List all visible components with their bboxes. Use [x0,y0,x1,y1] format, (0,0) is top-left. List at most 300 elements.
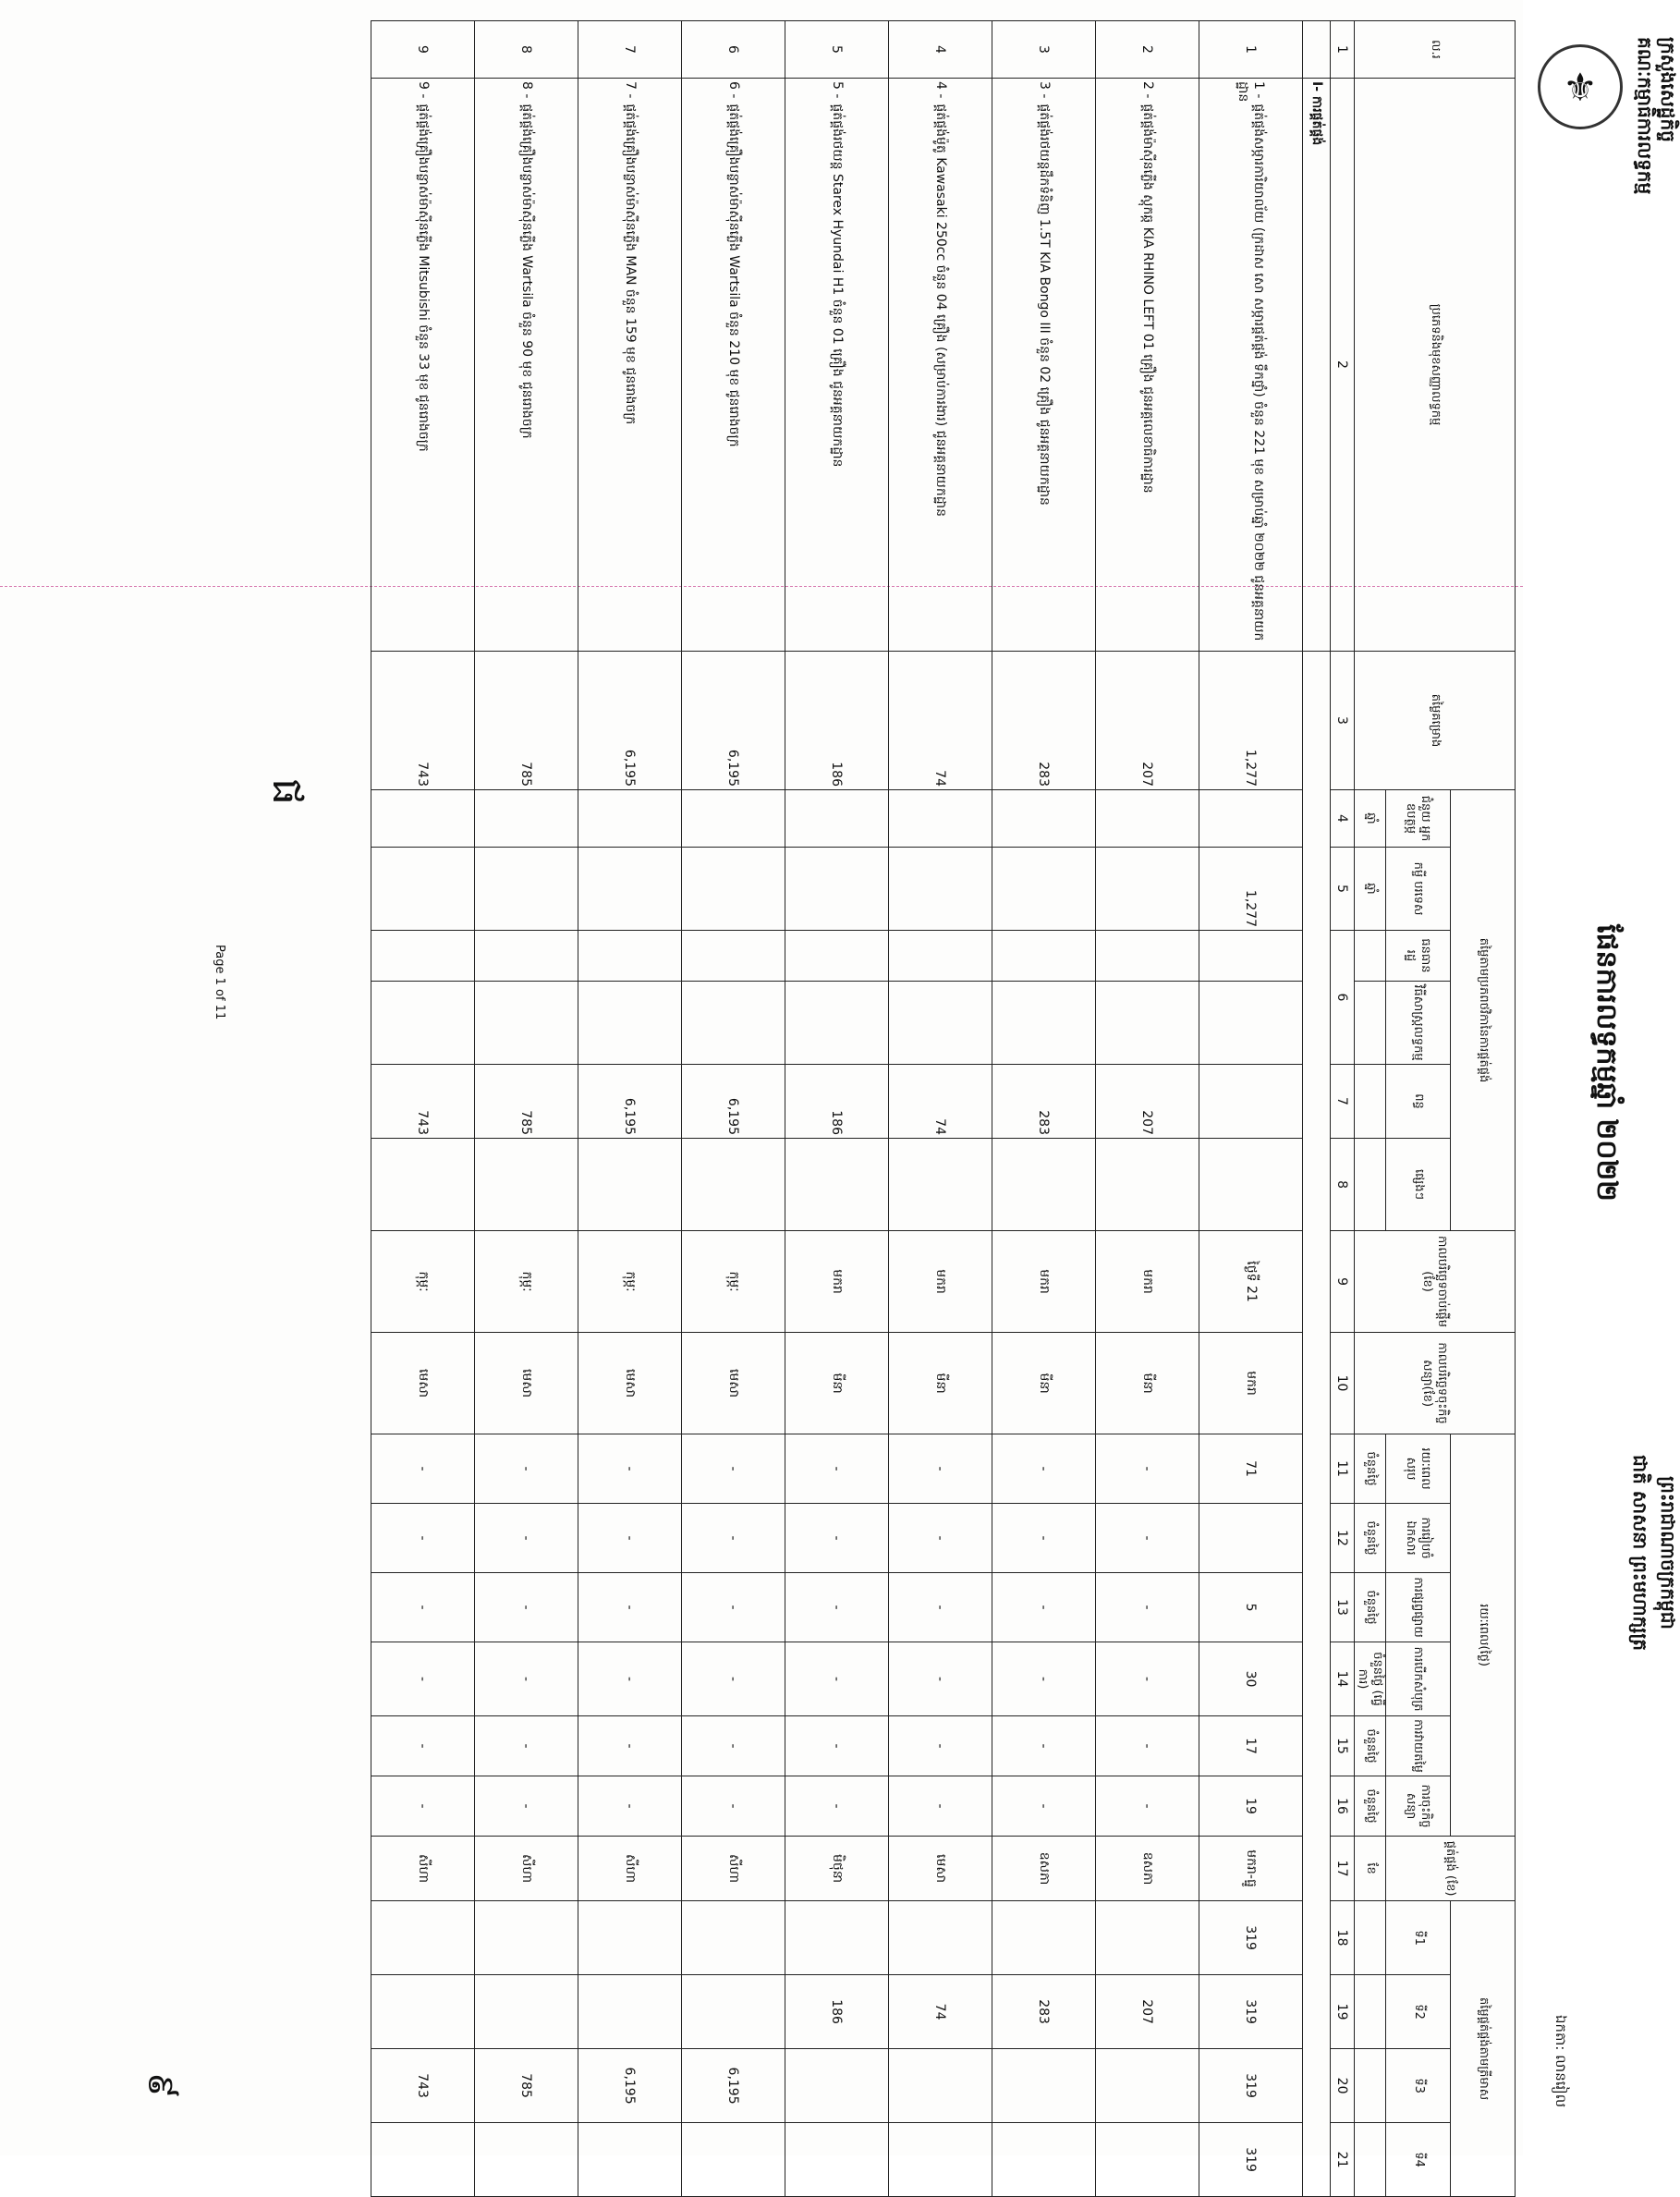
cell-desc [1199,79,1302,652]
cell-q3 [888,2049,992,2123]
cell-empty [681,790,785,848]
agency-line-2: គណៈកម្មាធិការលទ្ធកម្ម [1634,37,1656,195]
cell-d_prep: - [578,1504,681,1573]
cell-d_bid: - [1095,1573,1199,1642]
unit-q3 [1354,2049,1385,2123]
cell-q2: 186 [785,1975,888,2049]
cell-d_bid: - [992,1573,1095,1642]
column-number: 8 [1330,1139,1354,1231]
cell-own [578,848,681,931]
cell-q1 [888,1901,992,1975]
cell-est: 6,195 [578,652,681,790]
col-contract: កាលបរិច្ឆេទចុះកិច្ចសន្យា(ខែ) [1354,1333,1515,1434]
column-number: 14 [1330,1642,1354,1716]
cell-est: 283 [992,652,1095,790]
cell-empty [474,931,578,982]
col-method: វិធីសាស្ត្រលទ្ធកម្ម [1386,982,1451,1065]
row-description: ផ្គត់ផ្គង់គ្រឿងបន្លាស់ម៉ាស៊ីនភ្លើង Mitsubishi ចំនួន 33 មុខ ជូនរោងចក្រ [415,104,431,452]
row-index: 2 - [1139,81,1155,99]
cell-d_prep: - [371,1504,474,1573]
cell-empty [681,982,785,1065]
cell-est: 1,277 [1199,652,1302,790]
cell-d_total: - [474,1434,578,1504]
cell-q4 [474,2123,578,2197]
cell-start: មករា [785,1231,888,1333]
cell-d_sign: - [888,1776,992,1837]
unit-days-4: ចំនួនថ្ងៃ (ធ្វើការ) [1354,1642,1385,1716]
row-description: ផ្គត់ផ្គង់គ្រឿងបន្លាស់ម៉ាស៊ីនភ្លើង Wartsila ចំនួន 90 មុខ ជូនរោងចក្រ [518,104,534,439]
unit-days-5: ចំនួនថ្ងៃ [1354,1716,1385,1776]
cell-empty [888,790,992,848]
cell-contract: មីនា [1095,1333,1199,1434]
cell-empty [785,1139,888,1231]
cell-d_bid: - [371,1573,474,1642]
cell-d_open: - [474,1642,578,1716]
cell-empty [1199,1139,1302,1231]
cell-start: មករា [888,1231,992,1333]
col-other: ផ្សេងៗ [1386,1139,1451,1231]
cell-d_open: - [578,1642,681,1716]
row-index: 7 - [622,81,638,99]
table-row [992,21,1095,2197]
cell-q1 [681,1901,785,1975]
cell-d_prep: - [1095,1504,1199,1573]
cell-own [371,848,474,931]
cell-d_total: - [1095,1434,1199,1504]
cell-empty [1095,1139,1199,1231]
column-number: 4 [1330,790,1354,848]
cell-start: កុម្ភៈ [681,1231,785,1333]
cell-own [785,848,888,931]
row-description: ផ្គត់ផ្គង់រថយន្តដឹកទំនិញ 1.5T KIA Bongo III ចំនួន 02 គ្រឿង ជូនអគ្គនាយកដ្ឋាន [1036,104,1052,506]
column-number: 11 [1330,1434,1354,1504]
cell-empty [371,1139,474,1231]
cell-desc [681,79,785,652]
row-index: 1 - [1251,81,1267,99]
col-d-bid: ការផ្សព្វផ្សាយ [1386,1573,1451,1642]
cell-d_prep: - [992,1504,1095,1573]
cell-est: 6,195 [681,652,785,790]
cell-q1 [785,1901,888,1975]
unit-blank-4 [1354,1139,1385,1231]
row-description: ផ្គត់ផ្គង់ម៉ូតូ Kawasaki 250cc ចំនួន 04 គ្រឿង (សម្រាប់ការងារ) ជូនអគ្គនាយកដ្ឋាន [932,104,948,517]
cell-empty [992,1139,1095,1231]
row-index: 6 - [725,81,741,99]
cell-own [888,848,992,931]
cell-empty [992,790,1095,848]
cell-no: 8 [474,21,578,79]
cell-desc [371,79,474,652]
column-number: 18 [1330,1901,1354,1975]
cell-q4 [785,2123,888,2197]
row-description: ផ្គត់ផ្គង់សម្ភារការិយាល័យ (ក្រដាស សោ សម្ភារផ្គត់ផ្គង់ ទឹកថ្នាំ) ចំនួន 221 មុខ សម្រាប់ឆ្នាំ ២០២២ ជូនអគ្គនាយកដ្ឋាន [1236,81,1267,641]
cell-d_eval: - [888,1716,992,1776]
cell-est: 186 [785,652,888,790]
kingdom-line-2: ជាតិ សាសនា ព្រះមហាក្សត្រ [1629,1455,1651,1651]
cell-q4 [1095,2123,1199,2197]
cell-q2: 74 [888,1975,992,2049]
col-d-open: ការបើកសំបុត្រ [1386,1642,1451,1716]
cell-empty [1095,790,1199,848]
col-funding-group: តម្លៃតាមប្រភពថវិកានៃការផ្គត់ផ្គង់ [1451,790,1516,1231]
table-frame [140,20,1516,2172]
cell-empty [785,790,888,848]
cell-d_total: - [992,1434,1095,1504]
cell-contract: មីនា [992,1333,1095,1434]
cell-d_total: - [578,1434,681,1504]
cell-empty [888,1139,992,1231]
cell-d_eval: - [371,1716,474,1776]
unit-days-3: ចំនួនថ្ងៃ [1354,1573,1385,1642]
cell-q4: 319 [1199,2123,1302,2197]
cell-d_total: - [888,1434,992,1504]
table-row [785,21,888,2197]
cell-mb: 74 [888,1065,992,1139]
cell-q1 [1095,1901,1199,1975]
cell-d_prep: - [785,1504,888,1573]
cell-empty [578,790,681,848]
cell-contract: មីនា [888,1333,992,1434]
cell-q3 [992,2049,1095,2123]
cell-empty [1095,931,1199,982]
col-type: ប្រភេទនិងមុខសញ្ញាលទ្ធកម្ម [1354,79,1515,652]
cell-d_prep: - [681,1504,785,1573]
cell-desc [474,79,578,652]
cell-no: 3 [992,21,1095,79]
col-quarter-group: តម្លៃផ្គត់ផ្គង់តាមត្រីមាស [1451,1901,1516,2197]
unit-label: ឯកតា: លានរៀល [1552,2015,1569,2107]
col-fund-grant: ជំនួយ អ្នកឧបត្ថម្ភ [1386,790,1451,848]
cell-start: មករា [992,1231,1095,1333]
cell-mb: 186 [785,1065,888,1139]
col-d-total: រយៈពេលសរុប [1386,1434,1451,1504]
cell-deliv: ឧសភា [1095,1837,1199,1901]
cell-empty [681,1139,785,1231]
document-title: ផែនការលទ្ធកម្មឆ្នាំ ២០២២ [1590,924,1623,1202]
column-number: 6 [1330,931,1354,1065]
cell-d_bid: - [474,1573,578,1642]
column-number: 20 [1330,2049,1354,2123]
column-number: 21 [1330,2123,1354,2197]
row-index: 8 - [518,81,534,99]
col-q3: ទី3 [1386,2049,1451,2123]
unit-year: ឆ្នាំ [1354,790,1385,848]
cell-no: 4 [888,21,992,79]
cell-d_sign: - [371,1776,474,1837]
col-d-sign: ការចុះកិច្ចសន្យា [1386,1776,1451,1837]
row-index: 3 - [1036,81,1052,99]
table-row [578,21,681,2197]
cell-contract: មេសា [371,1333,474,1434]
unit-year-2: ឆ្នាំ [1354,848,1385,931]
cell-empty [785,982,888,1065]
cell-empty [474,790,578,848]
cell-own [474,848,578,931]
cell-contract: មករា [1199,1333,1302,1434]
section-filler [1302,652,1330,2197]
cell-d_sign: - [1095,1776,1199,1837]
cell-deliv: សីហា [474,1837,578,1901]
cell-empty [371,982,474,1065]
col-delivery: ផ្គត់ផ្គង់ (ខែ) [1386,1837,1516,1901]
unit-blank-3 [1354,1065,1385,1139]
kingdom-header [1625,1405,1680,1701]
col-estimated: តម្លៃគម្រោង [1354,652,1515,790]
cell-empty [578,1139,681,1231]
cell-desc [578,79,681,652]
col-start: កាលបរិច្ឆេទចាប់ផ្តើម (ខែ) [1354,1231,1515,1333]
cell-d_open: - [888,1642,992,1716]
unit-days-6: ចំនួនថ្ងៃ [1354,1776,1385,1837]
cell-est: 74 [888,652,992,790]
table-row [474,21,578,2197]
col-fund-own: ធនធានរដ្ឋ [1386,931,1451,982]
unit-q2 [1354,1975,1385,2049]
cell-contract: មេសា [681,1333,785,1434]
cell-est: 207 [1095,652,1199,790]
cell-contract: មីនា [785,1333,888,1434]
cell-d_sign: - [681,1776,785,1837]
cell-mb: 283 [992,1065,1095,1139]
column-number: 2 [1330,79,1354,652]
handwritten-corner-note: ៩ [140,2072,182,2099]
table-row [888,21,992,2197]
cell-d_total: - [681,1434,785,1504]
cell-d_bid: 5 [1199,1573,1302,1642]
cell-deliv: ឧសភា [992,1837,1095,1901]
column-number: 10 [1330,1333,1354,1434]
procurement-table [371,20,1516,2197]
cell-q3: 6,195 [681,2049,785,2123]
cell-mb: 6,195 [681,1065,785,1139]
column-number: 1 [1330,21,1354,79]
column-number: 16 [1330,1776,1354,1837]
cell-q3 [1095,2049,1199,2123]
cell-mb [1199,1065,1302,1139]
cell-est: 743 [371,652,474,790]
cell-empty [578,931,681,982]
cell-q4 [578,2123,681,2197]
cell-deliv: សីហា [681,1837,785,1901]
column-number: 3 [1330,652,1354,790]
cell-mb: 785 [474,1065,578,1139]
cell-d_sign: - [785,1776,888,1837]
cell-desc [1095,79,1199,652]
cell-q3: 6,195 [578,2049,681,2123]
cell-q1 [371,1901,474,1975]
table-body [371,21,1302,2197]
cell-empty [681,931,785,982]
cell-deliv: សីហា [371,1837,474,1901]
cell-q3: 743 [371,2049,474,2123]
cell-empty [888,931,992,982]
col-q1: ទី1 [1386,1901,1451,1975]
cell-no: 7 [578,21,681,79]
section-label: I- ការផ្គត់ផ្គង់ [1302,79,1330,652]
cell-d_eval: - [578,1716,681,1776]
table-row [681,21,785,2197]
column-number-row [1330,21,1354,2197]
section-no [1302,21,1330,79]
col-d-eval: ការវាយតម្លៃ [1386,1716,1451,1776]
cell-q4 [888,2123,992,2197]
cell-empty [578,982,681,1065]
cell-empty [992,931,1095,982]
table-row [1199,21,1302,2197]
cell-d_eval: - [474,1716,578,1776]
cell-start: ថ្ងៃទី 21 [1199,1231,1302,1333]
cell-desc [785,79,888,652]
cell-no: 6 [681,21,785,79]
column-number: 12 [1330,1504,1354,1573]
cell-d_open: - [681,1642,785,1716]
cell-empty [474,982,578,1065]
cell-d_eval: - [1095,1716,1199,1776]
cell-d_total: - [785,1434,888,1504]
cell-start: កុម្ភៈ [474,1231,578,1333]
cell-no: 5 [785,21,888,79]
column-number: 13 [1330,1573,1354,1642]
cell-q3 [785,2049,888,2123]
cell-empty [474,1139,578,1231]
cell-d_open: - [1095,1642,1199,1716]
kingdom-line-1: ព្រះរាជាណាចក្រកម្ពុជា [1657,1476,1679,1629]
cell-d_prep [1199,1504,1302,1573]
cell-contract: មេសា [474,1333,578,1434]
col-no: ល.រ [1354,21,1515,79]
cell-deliv: សីហា [578,1837,681,1901]
cell-d_sign: - [992,1776,1095,1837]
cell-mb: 743 [371,1065,474,1139]
cell-empty [785,931,888,982]
table-row [1095,21,1199,2197]
cell-est: 785 [474,652,578,790]
cell-empty [371,790,474,848]
cell-d_eval: - [992,1716,1095,1776]
cell-d_total: - [371,1434,474,1504]
cell-deliv: មិថុនា [785,1837,888,1901]
cell-start: កុម្ភៈ [371,1231,474,1333]
cell-d_open: - [992,1642,1095,1716]
cell-desc [992,79,1095,652]
cell-q4 [992,2123,1095,2197]
cell-d_prep: - [474,1504,578,1573]
cell-d_open: 30 [1199,1642,1302,1716]
unit-days-1: ចំនួនថ្ងៃ [1354,1434,1385,1504]
cell-q2 [474,1975,578,2049]
cell-q2 [371,1975,474,2049]
cell-empty [1199,982,1302,1065]
cell-empty [888,982,992,1065]
row-description: ផ្គត់ផ្គង់ម៉ាស៊ីនភ្លើង ស្តុកឆ្ក KIA RHINO LEFT 01 គ្រឿង ជូនអគ្គលេខាធិការដ្ឋាន [1139,104,1155,494]
cell-start: កុម្ភៈ [578,1231,681,1333]
column-number: 17 [1330,1837,1354,1901]
cell-d_total: 71 [1199,1434,1302,1504]
cell-d_bid: - [681,1573,785,1642]
cell-d_eval: - [785,1716,888,1776]
col-q2: ទី2 [1386,1975,1451,2049]
section-row [1302,21,1330,2197]
row-description: ផ្គត់ផ្គង់គ្រឿងបន្លាស់ម៉ាស៊ីនភ្លើង Wartsila ចំនួន 210 មុខ ជូនរោងចក្រ [725,104,741,447]
unit-q1 [1354,1901,1385,1975]
row-index: 4 - [932,81,948,99]
unit-month: ខែ [1354,1837,1385,1901]
row-index: 9 - [415,81,431,99]
unit-blank-1 [1354,931,1385,982]
cell-mb: 207 [1095,1065,1199,1139]
cell-desc [888,79,992,652]
cell-empty [1199,931,1302,982]
cell-d_bid: - [785,1573,888,1642]
cell-q1 [474,1901,578,1975]
col-q4: ទី4 [1386,2123,1451,2197]
cell-q1: 319 [1199,1901,1302,1975]
page-number: Page 1 of 11 [213,945,226,1020]
row-description: ផ្គត់ផ្គង់គ្រឿងបន្លាស់ម៉ាស៊ីនភ្លើង MAN ចំនួន 159 មុខ ជូនរោងចក្រ [622,104,638,425]
agency-line-1: ក្រសួងសេដ្ឋកិច្ច [1657,37,1679,142]
cell-q4 [681,2123,785,2197]
column-number: 19 [1330,1975,1354,2049]
column-number: 15 [1330,1716,1354,1776]
cell-q1 [992,1901,1095,1975]
cell-q2 [578,1975,681,2049]
cell-d_sign: - [578,1776,681,1837]
cell-empty [371,931,474,982]
cell-q2: 319 [1199,1975,1302,2049]
unit-blank-2 [1354,982,1385,1065]
cell-d_eval: 17 [1199,1716,1302,1776]
table-row [371,21,474,2197]
cell-no: 2 [1095,21,1199,79]
cell-d_open: - [785,1642,888,1716]
cell-d_prep: - [888,1504,992,1573]
cell-own: 1,277 [1199,848,1302,931]
cell-q2: 283 [992,1975,1095,2049]
cell-own [1095,848,1199,931]
cell-contract: មេសា [578,1333,681,1434]
cell-own [681,848,785,931]
emblem-icon: ⚜ [1538,44,1623,129]
cell-q3: 319 [1199,2049,1302,2123]
cell-d_eval: - [681,1716,785,1776]
cell-deliv: មេសា [888,1837,992,1901]
row-index: 5 - [829,81,845,99]
cell-empty [992,982,1095,1065]
cell-empty [1199,790,1302,848]
cell-q3: 785 [474,2049,578,2123]
unit-days-2: ចំនួនថ្ងៃ [1354,1504,1385,1573]
cell-own [992,848,1095,931]
col-ministry: ពន្ធ [1386,1065,1451,1139]
column-number: 9 [1330,1231,1354,1333]
handwritten-signature: ផ [263,778,313,806]
cell-start: មករា [1095,1231,1199,1333]
col-d-prep: ការរៀបចំឯកសារ [1386,1504,1451,1573]
cell-d_open: - [371,1642,474,1716]
column-number: 7 [1330,1065,1354,1139]
row-description: ផ្គត់ផ្គង់រថយន្ត Starex Hyundai H1 ចំនួន 01 គ្រឿង ជូនអគ្គនាយកដ្ឋាន [829,104,845,468]
cell-no: 1 [1199,21,1302,79]
cell-empty [1095,982,1199,1065]
cell-q2: 207 [1095,1975,1199,2049]
cell-d_sign: 19 [1199,1776,1302,1837]
cell-d_bid: - [888,1573,992,1642]
unit-q4 [1354,2123,1385,2197]
col-duration-group: រយៈពេល(ថ្ងៃ) [1451,1434,1516,1837]
cell-d_bid: - [578,1573,681,1642]
cell-mb: 6,195 [578,1065,681,1139]
cell-q1 [578,1901,681,1975]
